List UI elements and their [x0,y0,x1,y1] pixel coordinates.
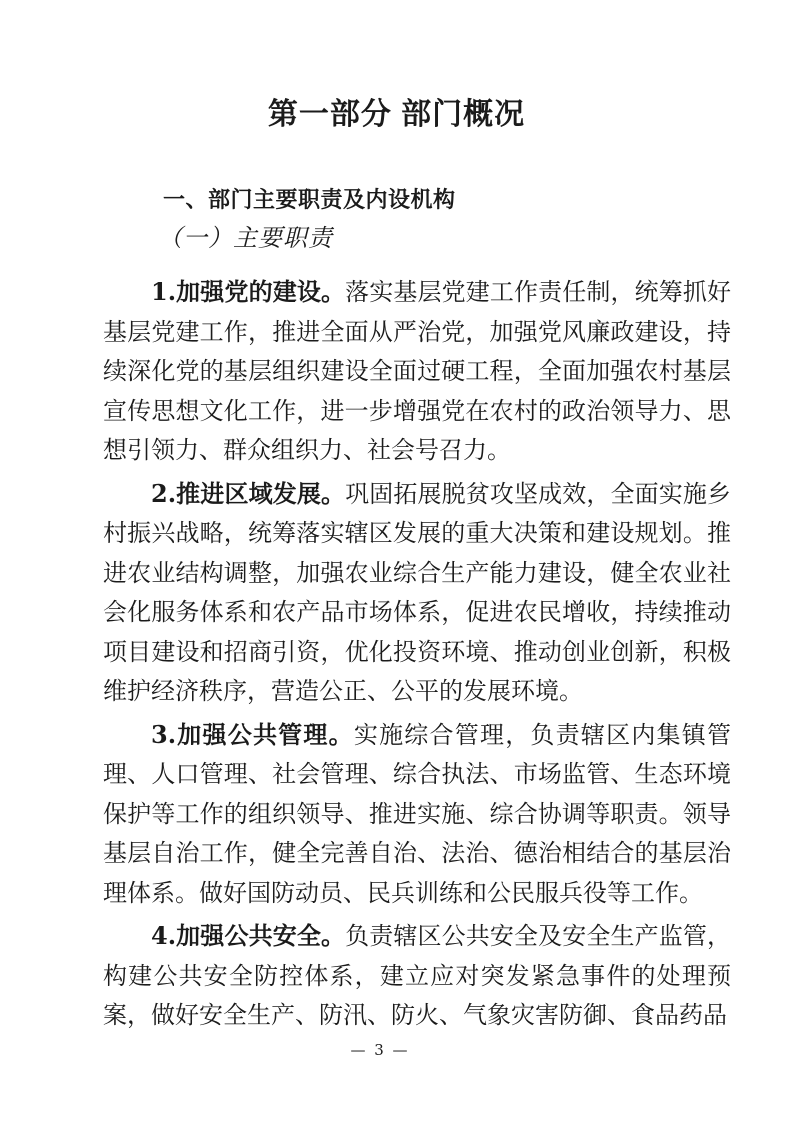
paragraph-4-text: 负责辖区公共安全及安全生产监管，构建公共安全防控体系，建立应对突发紧急事件的处理预案，做好安全生产、防汛、防火、气象灾害防御、食品药品 [103,922,731,1029]
paragraph-1 [103,272,731,471]
subsection-heading: （一）主要职责 [158,224,333,252]
page-title: 第一部分 部门概况 [267,98,526,131]
document-body [103,272,731,1039]
paragraph-2-text: 巩固拓展脱贫攻坚成效，全面实施乡村振兴战略，统筹落实辖区发展的重大决策和建设规划。推进农业结构调整，加强农业综合生产能力建设，健全农业社会化服务体系和农产品市场体系，促进农民增收，持续推动项目建设和招商引资，优化投资环境、推动创业创新，积极维护经济秩序，营造公正、公平的发展环境。 [103,479,731,705]
paragraph-1-lead: 1.加强党的建设。 [151,277,346,306]
paragraph-3-text: 实施综合管理，负责辖区内集镇管理、人口管理、社会管理、综合执法、市场监管、生态环境保护等工作的组织领导、推进实施、综合协调等职责。领导基层自治工作，健全完善自治、法治、德治相结合的基层治理体系。做好国防动员、民兵训练和公民服兵役等工作。 [103,720,732,907]
section-heading: 一、部门主要职责及内设机构 [163,187,456,212]
paragraph-4-lead: 4.加强公共安全。 [151,921,346,950]
paragraph-2 [103,474,731,712]
paragraph-4 [103,916,731,1036]
paragraph-2-lead: 2.推进区域发展。 [151,478,346,508]
paragraph-3-lead: 3.加强公共管理。 [151,719,354,749]
paragraph-1-text: 落实基层党建工作责任制，统筹抓好基层党建工作，推进全面从严治党，加强党风廉政建设，持续深化党的基层组织建设全面过硬工程，全面加强农村基层宣传思想文化工作，进一步增强党在农村的政治领导力、思想引领力、群众组织力、社会号召力。 [103,278,731,464]
page-number: — 3 — [350,1041,410,1059]
paragraph-3 [103,715,731,914]
